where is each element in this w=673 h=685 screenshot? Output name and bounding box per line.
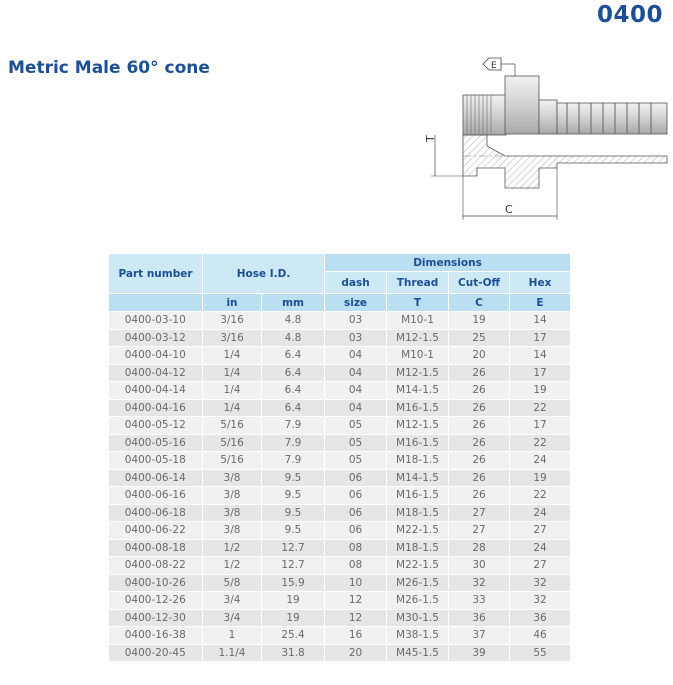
cell-hose-mm: 9.5 [262,522,325,540]
cell-hose-in: 1/4 [203,382,262,400]
cell-cutoff: 33 [449,592,510,610]
table-row [109,539,571,557]
cell-thread: M18-1.5 [387,504,449,522]
cell-hose-in: 3/8 [203,522,262,540]
cell-hose-mm: 9.5 [262,469,325,487]
cell-cutoff: 26 [449,469,510,487]
table-row [109,347,571,365]
unit-t: T [387,294,449,312]
cell-thread: M10-1 [387,347,449,365]
cell-cutoff: 30 [449,557,510,575]
cell-dash-size: 20 [325,644,387,662]
cell-part-number: 0400-12-26 [109,592,203,610]
fitting-drawing [405,48,673,228]
cell-thread: M26-1.5 [387,574,449,592]
header-cutoff: Cut-Off [449,272,510,294]
cell-hose-in: 1/4 [203,399,262,417]
table-row [109,644,571,662]
cell-part-number: 0400-12-30 [109,609,203,627]
table-row [109,522,571,540]
unit-e: E [510,294,571,312]
cell-part-number: 0400-05-18 [109,452,203,470]
parts-table [108,253,571,662]
cell-hose-mm: 12.7 [262,539,325,557]
unit-blank [109,294,203,312]
table-row [109,364,571,382]
cell-hex: 24 [510,539,571,557]
cell-dash-size: 06 [325,522,387,540]
cell-hose-in: 3/8 [203,487,262,505]
cell-part-number: 0400-04-16 [109,399,203,417]
cell-cutoff: 26 [449,434,510,452]
cell-hose-in: 3/8 [203,469,262,487]
cell-part-number: 0400-04-10 [109,347,203,365]
table-row [109,557,571,575]
cell-thread: M30-1.5 [387,609,449,627]
cell-hose-mm: 6.4 [262,347,325,365]
table-row [109,382,571,400]
cell-cutoff: 27 [449,522,510,540]
cell-part-number: 0400-20-45 [109,644,203,662]
unit-in: in [203,294,262,312]
cell-part-number: 0400-08-22 [109,557,203,575]
cell-part-number: 0400-04-12 [109,364,203,382]
cell-dash-size: 12 [325,609,387,627]
cell-cutoff: 26 [449,364,510,382]
cell-hose-in: 1/2 [203,539,262,557]
cell-hose-in: 5/8 [203,574,262,592]
cell-hose-in: 1/4 [203,347,262,365]
cell-dash-size: 16 [325,627,387,645]
cell-hex: 46 [510,627,571,645]
cell-thread: M10-1 [387,312,449,330]
cell-dash-size: 06 [325,469,387,487]
cell-cutoff: 39 [449,644,510,662]
cell-cutoff: 36 [449,609,510,627]
cell-part-number: 0400-16-38 [109,627,203,645]
cell-hose-mm: 15.9 [262,574,325,592]
cell-cutoff: 26 [449,452,510,470]
cell-hex: 17 [510,364,571,382]
cell-hose-mm: 19 [262,592,325,610]
cell-hex: 14 [510,347,571,365]
cell-thread: M18-1.5 [387,539,449,557]
cell-hose-in: 3/8 [203,504,262,522]
header-hose-id: Hose I.D. [203,254,325,294]
table-row [109,312,571,330]
cell-hex: 22 [510,434,571,452]
cell-thread: M45-1.5 [387,644,449,662]
cell-hex: 24 [510,504,571,522]
cell-dash-size: 06 [325,504,387,522]
cell-thread: M12-1.5 [387,364,449,382]
table-row [109,592,571,610]
cell-dash-size: 08 [325,539,387,557]
product-code: 0400 [596,2,663,28]
table-row [109,417,571,435]
cell-dash-size: 04 [325,364,387,382]
table-row [109,487,571,505]
cell-cutoff: 32 [449,574,510,592]
cell-hose-mm: 12.7 [262,557,325,575]
unit-c: C [449,294,510,312]
cell-hex: 36 [510,609,571,627]
cell-hose-in: 1/4 [203,364,262,382]
cell-thread: M26-1.5 [387,592,449,610]
cell-thread: M18-1.5 [387,452,449,470]
e-label [483,58,515,76]
cell-hex: 19 [510,382,571,400]
cell-part-number: 0400-08-18 [109,539,203,557]
cell-part-number: 0400-05-12 [109,417,203,435]
cell-dash-size: 04 [325,382,387,400]
cell-hex: 17 [510,329,571,347]
section-view [463,135,667,188]
cell-thread: M38-1.5 [387,627,449,645]
table-row [109,609,571,627]
cell-dash-size: 05 [325,417,387,435]
cell-hex: 27 [510,522,571,540]
cell-cutoff: 25 [449,329,510,347]
cell-part-number: 0400-06-16 [109,487,203,505]
t-dimension [424,135,463,176]
cell-part-number: 0400-05-16 [109,434,203,452]
cell-hose-mm: 7.9 [262,417,325,435]
cell-dash-size: 05 [325,452,387,470]
header-part-number: Part number [109,254,203,294]
unit-size: size [325,294,387,312]
table-row [109,574,571,592]
page-title: Metric Male 60° cone [8,58,210,78]
cell-dash-size: 08 [325,557,387,575]
cell-hex: 22 [510,399,571,417]
cell-hose-in: 3/4 [203,609,262,627]
label-c: C [505,203,513,216]
cell-thread: M14-1.5 [387,382,449,400]
table-row [109,469,571,487]
cell-dash-size: 06 [325,487,387,505]
cell-thread: M16-1.5 [387,434,449,452]
cell-hose-mm: 19 [262,609,325,627]
cell-dash-size: 05 [325,434,387,452]
cell-hex: 27 [510,557,571,575]
cell-hose-mm: 4.8 [262,329,325,347]
cell-hose-in: 1/2 [203,557,262,575]
table-row [109,329,571,347]
cell-cutoff: 26 [449,417,510,435]
header-dimensions: Dimensions [325,254,571,272]
cell-thread: M12-1.5 [387,417,449,435]
cell-thread: M22-1.5 [387,522,449,540]
cell-cutoff: 37 [449,627,510,645]
cell-hose-mm: 6.4 [262,382,325,400]
cell-hose-mm: 6.4 [262,364,325,382]
cell-thread: M12-1.5 [387,329,449,347]
cell-dash-size: 12 [325,592,387,610]
cell-cutoff: 28 [449,539,510,557]
table-row [109,399,571,417]
cell-part-number: 0400-03-10 [109,312,203,330]
cell-dash-size: 04 [325,347,387,365]
cell-hose-in: 5/16 [203,452,262,470]
cell-part-number: 0400-06-14 [109,469,203,487]
label-t: T [424,135,437,142]
table-row [109,627,571,645]
cell-hose-mm: 9.5 [262,504,325,522]
cell-part-number: 0400-03-12 [109,329,203,347]
header-hex: Hex [510,272,571,294]
header-dash: dash [325,272,387,294]
cell-thread: M22-1.5 [387,557,449,575]
cell-cutoff: 26 [449,399,510,417]
cell-hose-in: 5/16 [203,417,262,435]
cell-cutoff: 19 [449,312,510,330]
cell-hex: 24 [510,452,571,470]
cell-hex: 17 [510,417,571,435]
cell-hose-mm: 25.4 [262,627,325,645]
cell-dash-size: 03 [325,329,387,347]
cell-hose-in: 5/16 [203,434,262,452]
cell-hose-in: 3/4 [203,592,262,610]
cell-hose-mm: 4.8 [262,312,325,330]
cell-hex: 22 [510,487,571,505]
cell-cutoff: 20 [449,347,510,365]
cell-hose-mm: 6.4 [262,399,325,417]
cell-part-number: 0400-04-14 [109,382,203,400]
cell-hose-mm: 7.9 [262,434,325,452]
cell-cutoff: 26 [449,382,510,400]
cell-hex: 32 [510,574,571,592]
cell-thread: M14-1.5 [387,469,449,487]
unit-mm: mm [262,294,325,312]
cell-hose-mm: 9.5 [262,487,325,505]
thread-section [463,95,506,135]
cell-hose-in: 1.1/4 [203,644,262,662]
cell-hex: 32 [510,592,571,610]
cell-part-number: 0400-06-18 [109,504,203,522]
cell-cutoff: 26 [449,487,510,505]
cell-cutoff: 27 [449,504,510,522]
cell-dash-size: 03 [325,312,387,330]
cell-hose-mm: 7.9 [262,452,325,470]
cell-hose-in: 3/16 [203,312,262,330]
cell-thread: M16-1.5 [387,487,449,505]
table-row [109,504,571,522]
cell-hex: 55 [510,644,571,662]
cell-hex: 14 [510,312,571,330]
cell-part-number: 0400-10-26 [109,574,203,592]
cell-part-number: 0400-06-22 [109,522,203,540]
hex-nut [505,76,539,134]
cell-dash-size: 10 [325,574,387,592]
cell-hose-in: 3/16 [203,329,262,347]
cell-hose-mm: 31.8 [262,644,325,662]
label-e: E [491,61,497,71]
cell-hose-in: 1 [203,627,262,645]
cell-dash-size: 04 [325,399,387,417]
table-row [109,434,571,452]
cell-hex: 19 [510,469,571,487]
cell-thread: M16-1.5 [387,399,449,417]
header-thread: Thread [387,272,449,294]
table-row [109,452,571,470]
